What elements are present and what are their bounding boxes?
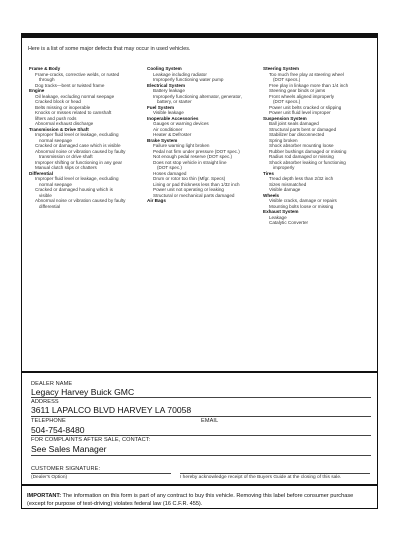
defect-item: Failure warning light broken [153, 143, 210, 148]
defect-category-heading: Air Bags [147, 198, 166, 203]
dealer-name-field[interactable]: Legacy Harvey Buick GMC [31, 387, 135, 397]
defect-item: Visible damage [269, 187, 301, 192]
defect-item: Battery leakage [153, 88, 185, 93]
defect-category-heading: Tires [263, 170, 274, 176]
defect-item: Power unit belts cracked or slipping [269, 104, 342, 110]
defect-item: (DOT specs.) [273, 77, 301, 82]
email-label: EMAIL [201, 418, 219, 424]
defect-item: Power unit fluid level improper [269, 110, 331, 115]
defect-item: Cracked or damaged housing which is [35, 187, 113, 192]
defect-item: lifters and push rods [35, 115, 77, 121]
defect-item: Frame-cracks, corrective welds, or rusted [35, 71, 120, 77]
defect-category-heading: Suspension System [263, 115, 307, 121]
defect-item: through [39, 77, 55, 82]
customer-signature-label: CUSTOMER SIGNATURE: [31, 466, 101, 472]
defect-item: improperly [273, 165, 295, 170]
defect-item: visible [39, 192, 52, 198]
defect-category-heading: Electrical System [147, 82, 186, 88]
defect-item: Steering gear binds or jams [269, 88, 326, 93]
defect-item: Ball joint seals damaged [269, 121, 319, 126]
defect-item: Abnormal noise or vibration caused by faulty [35, 198, 126, 203]
defect-item: (DOT specs.) [273, 99, 301, 104]
important-notice [27, 492, 373, 508]
defect-item: Knocks or misses related to camshaft [35, 110, 112, 115]
defect-category-heading: Cooling System [147, 66, 182, 71]
acknowledge-text: I hereby acknowledge receipt of the Buyers Guide at the closing of this sale. [180, 475, 342, 480]
dealer-name-label: DEALER NAME [31, 381, 73, 387]
defect-item: Oil leakage, excluding normal seepage [35, 93, 115, 99]
intro-text: Here is a list of some major defects that may occur in used vehicles. [28, 46, 191, 52]
defects-column-1 [29, 66, 137, 209]
defect-item: Too much free play at steering wheel [269, 71, 344, 77]
defect-category-heading: Inoperable Accessories [147, 115, 199, 121]
defect-item: Does not stop vehicle in straight line [153, 159, 227, 165]
important-text: The information on this form is part of any contract to buy this vehicle. Removing this label before consumer purchase (except for purpose of test-driving) violates federal law (16 C.F.R. 455). [27, 493, 354, 508]
defect-item: Hoses damaged [153, 170, 187, 176]
defect-item: Air conditioner [153, 126, 183, 132]
complaints-line [31, 455, 371, 456]
defect-item: Dog tracks—bent or twisted frame [35, 82, 105, 88]
defect-category-heading: Transmission & Drive Shaft [29, 126, 89, 132]
complaints-label: FOR COMPLAINTS AFTER SALE, CONTACT: [31, 437, 151, 443]
defect-item: Leakage including radiator [153, 71, 207, 77]
defect-item: Cracked block or head [35, 99, 81, 104]
defect-item: normal seepage [39, 181, 72, 187]
defect-item: Tread depth less than 2/32 inch [269, 176, 334, 181]
bottom-divider [21, 484, 378, 486]
defect-item: Shock absorber mounting loose [269, 143, 334, 148]
defect-item: Not enough pedal reserve (DOT spec.) [153, 154, 233, 159]
defects-column-2 [147, 66, 255, 204]
defect-item: Spring broken [269, 137, 298, 143]
defect-item: Belts missing or inoperable [35, 104, 91, 110]
defect-item: Drum or rotor too thin (Mfgr. Specs) [153, 176, 226, 181]
defect-category-heading: Frame & Body [29, 66, 61, 71]
address-line [31, 416, 371, 417]
defect-item: Mounting bolts loose or missing [269, 203, 334, 209]
defect-item: Lining or pad thickness less than 1/32 inch [153, 181, 240, 187]
defect-item: Shock absorber leaking or functioning [269, 159, 346, 165]
defect-item: Improperly functioning alternator, generator, [153, 93, 242, 99]
defect-item: Manual clutch slips or chatters [35, 165, 97, 170]
defect-item: Stabilizer bar disconnected [269, 132, 325, 137]
section-divider [21, 371, 378, 373]
defect-item: Free play in linkage more than 1/4 inch [269, 82, 349, 88]
defect-category-heading: Engine [29, 88, 45, 93]
defect-item: Improper fluid level or leakage, excluding [35, 176, 119, 181]
telephone-field[interactable]: 504-754-8480 [31, 425, 85, 435]
defect-item: Radius rod damaged or missing [269, 154, 334, 159]
defect-item: Sizes mismatched [269, 181, 307, 187]
complaints-contact-field[interactable]: See Sales Manager [31, 444, 107, 454]
address-field[interactable]: 3611 LAPALCO BLVD HARVEY LA 70058 [31, 405, 192, 415]
defect-category-heading: Steering System [263, 66, 299, 71]
defect-item: Improperly functioning water pump [153, 77, 224, 82]
address-label: ADDRESS [31, 399, 59, 405]
signature-line-right [180, 473, 370, 474]
defect-item: battery, or starter [157, 99, 192, 104]
defect-item: Heater & Defroster [153, 132, 192, 137]
defect-item: Cracked or damaged case which is visible [35, 143, 121, 148]
defect-item: differential [39, 203, 61, 209]
signature-line [31, 473, 171, 474]
defect-item: Power unit not operating or leaking [153, 187, 224, 192]
defect-item: Gauges or warning devices [153, 121, 209, 126]
defects-column-3 [263, 66, 373, 226]
defect-item: Structural or mechanical parts damaged [153, 192, 235, 198]
defect-item: Catalytic Converter [269, 220, 309, 225]
defect-category-heading: Exhaust System [263, 209, 299, 214]
dealer-option-label: (Dealer's Option) [31, 475, 68, 480]
defect-item: Abnormal noise or vibration caused by faulty [35, 148, 126, 154]
defect-category-heading: Fuel System [147, 104, 175, 110]
telephone-line [31, 435, 371, 436]
defect-item: transmission or drive shaft [39, 154, 93, 159]
important-label: IMPORTANT: [27, 493, 62, 499]
defect-item: Visible leakage [153, 110, 184, 115]
defect-item: Rubber bushings damaged or missing [269, 148, 347, 154]
defect-item: Improper fluid level or leakage, excluding [35, 132, 119, 137]
defect-item: Front wheels aligned improperly [269, 93, 335, 99]
defect-item: Leakage [269, 214, 287, 220]
defect-item: normal seepage [39, 137, 72, 143]
defect-category-heading: Wheels [263, 192, 280, 198]
defect-item: Abnormal exhaust discharge [35, 121, 94, 126]
defect-item: Pedal not firm under pressure (DOT spec.) [153, 148, 240, 154]
defect-category-heading: Differential [29, 170, 53, 176]
defect-category-heading: Brake System [147, 137, 178, 143]
defect-item: Visible cracks, damage or repairs [269, 198, 337, 203]
defect-item: Improper shifting or functioning in any gear [35, 159, 123, 165]
telephone-label: TELEPHONE [31, 418, 66, 424]
dealer-name-line [31, 397, 371, 398]
defect-item: Structural parts bent or damaged [269, 126, 337, 132]
defect-item: (DOT spec.) [157, 165, 182, 170]
